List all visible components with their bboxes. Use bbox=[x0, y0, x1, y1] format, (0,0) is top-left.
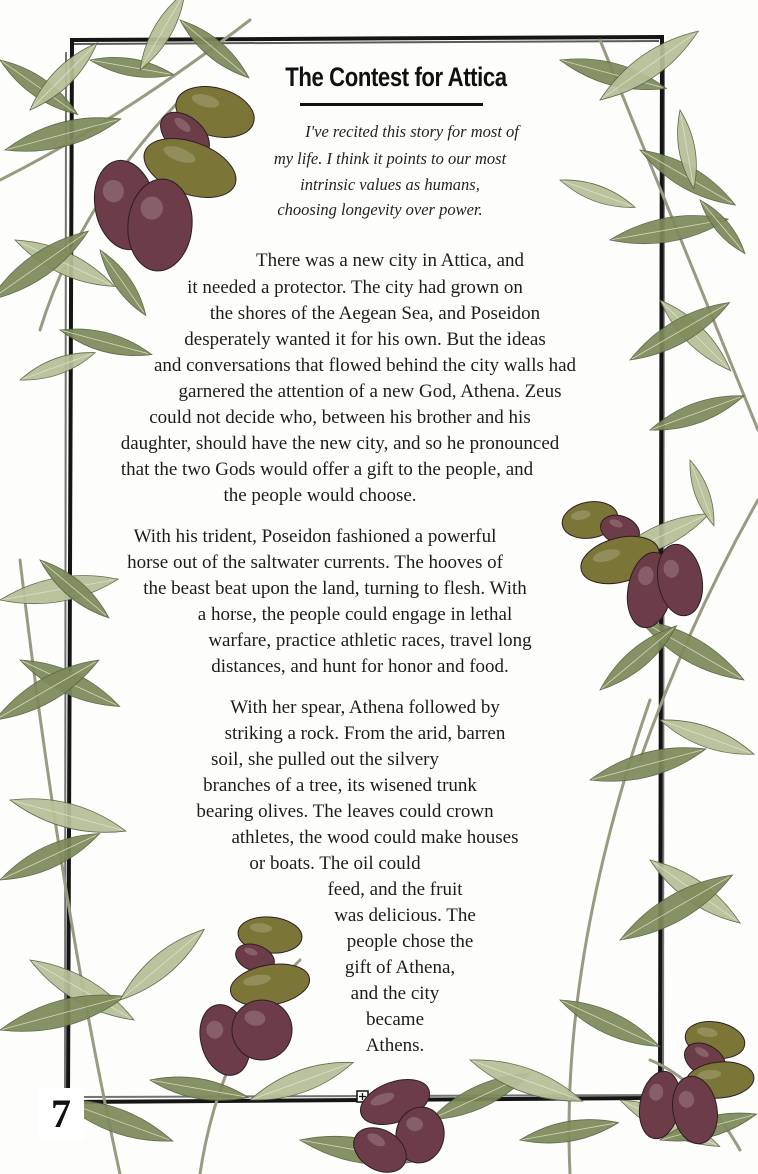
olive-leaf bbox=[132, 0, 193, 74]
story-line: was delicious. The bbox=[334, 905, 476, 926]
story-line: soil, she pulled out the silvery bbox=[211, 749, 439, 770]
story-line: a horse, the people could engage in lethal bbox=[197, 604, 513, 625]
story-line: the shores of the Aegean Sea, and Poseidon bbox=[209, 303, 541, 324]
story-line: With her spear, Athena followed by bbox=[230, 697, 500, 718]
story-line: bearing olives. The leaves could crown bbox=[196, 801, 494, 822]
story-line: garnered the attention of a new God, Athena. Zeus bbox=[178, 381, 562, 402]
story-line: Athens. bbox=[365, 1035, 425, 1056]
story-line: feed, and the fruit bbox=[327, 879, 463, 900]
title-underline bbox=[300, 103, 483, 106]
page-number: 7 bbox=[38, 1088, 84, 1140]
story-line: or boats. The oil could bbox=[249, 853, 421, 874]
story-line: warfare, practice athletic races, travel long bbox=[208, 630, 532, 651]
story-line: daughter, should have the new city, and so he pronounced bbox=[120, 433, 560, 454]
story-title: The Contest for Attica bbox=[285, 62, 507, 92]
intro-line: my life. I think it points to our most bbox=[273, 149, 507, 168]
intro-line: intrinsic values as humans, bbox=[300, 175, 480, 194]
story-line: There was a new city in Attica, and bbox=[255, 250, 524, 271]
story-line: people chose the bbox=[346, 931, 474, 952]
olive-leaf bbox=[0, 824, 104, 890]
story-line: the beast beat upon the land, turning to flesh. With bbox=[143, 578, 527, 599]
story-line: it needed a protector. The city had grown on bbox=[187, 277, 523, 298]
story-line: distances, and hunt for honor and food. bbox=[211, 656, 509, 677]
story-line: could not decide who, between his brother and his bbox=[149, 407, 531, 428]
story-line: athletes, the wood could make houses bbox=[231, 827, 519, 848]
story-line: striking a rock. From the arid, barren bbox=[224, 723, 506, 744]
story-line: that the two Gods would offer a gift to the people, and bbox=[120, 459, 534, 480]
story-line: With his trident, Poseidon fashioned a powerful bbox=[133, 526, 497, 547]
story-line: branches of a tree, its wisened trunk bbox=[203, 775, 477, 796]
story-line: and conversations that flowed behind the city walls had bbox=[153, 355, 577, 376]
story-line: desperately wanted it for his own. But the ideas bbox=[184, 329, 546, 350]
story-line: gift of Athena, bbox=[344, 957, 456, 978]
story-line: horse out of the saltwater currents. The hooves of bbox=[127, 552, 503, 573]
intro-line: choosing longevity over power. bbox=[277, 200, 483, 219]
story-line: became bbox=[365, 1009, 424, 1030]
story-line: the people would choose. bbox=[223, 485, 417, 506]
intro-line: I've recited this story for most of bbox=[305, 122, 519, 141]
story-line: and the city bbox=[350, 983, 440, 1004]
